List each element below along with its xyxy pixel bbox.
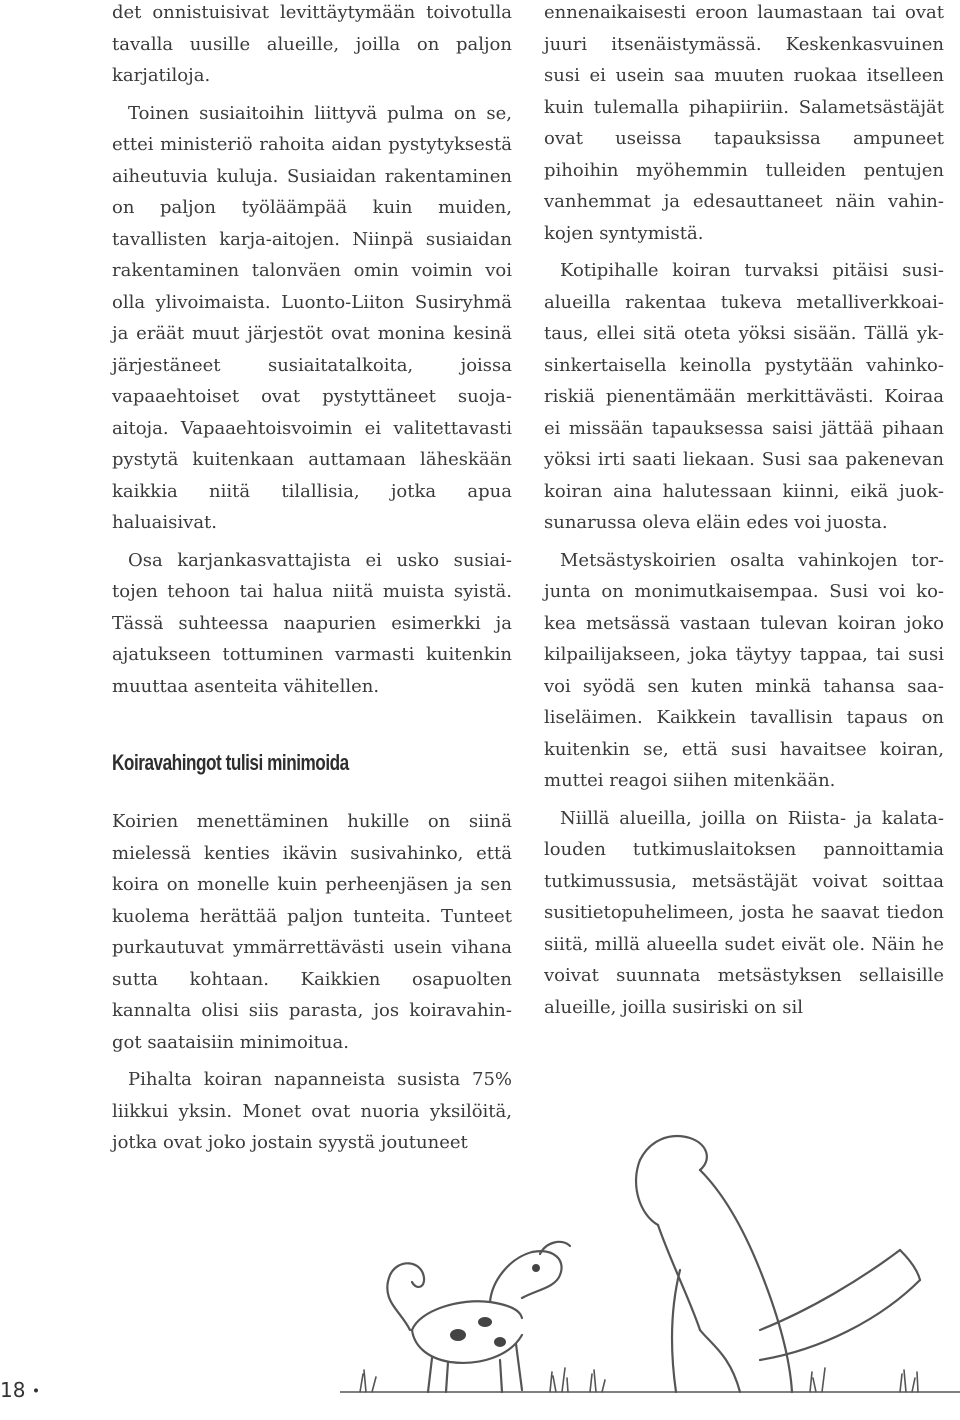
paragraph: Pihalta koiran napanneista susista 75% liikkui yksin. Monet ovat nuoria yksilöitä, jotka ovat joko jostain syystä joutuneet <box>112 1069 512 1153</box>
dog-and-wolf-illustration <box>340 1130 960 1400</box>
paragraph: Osa karjankasvattajista ei usko susiaitojen tehoon tai halua niitä muista syistä. Tässä suhteessa naapurien esimerkki ja ajatukseen tottuminen varmasti kuitenkin muuttaa asenteita vähitellen. <box>112 549 512 697</box>
paragraph: Kotipihalle koiran turvaksi pitäisi susialueilla rakentaa tukeva metalliverkkoaitaus, ellei sitä oteta yöksi sisään. Tällä yksinkertaisella keinolla pystytään vahinkoriskiä pienentämään merkittävästi. Koiraa ei missään tapauksessa saisi jättää pihaan yöksi irti saati liekaan. Susi saa pakenevan koiran aina halutessaan kiinni, eikä juoksunarussa oleva eläin edes voi juosta. <box>544 260 944 533</box>
grass-drawing <box>340 1368 960 1392</box>
dog-spots <box>450 1264 540 1347</box>
paragraph: ennenaikaisesti eroon laumastaan tai ovat juuri itsenäistymässä. Keskenkasvuinen susi ei usein saa muuten ruokaa itselleen kuin tulemalla pihapiiriin. Salametsästäjät ovat useissa tapauksissa ampuneet pihoihin myöhemmin tulleiden pentujen vanhemmat ja edesauttaneet näin vahinkojen syntymistä. <box>544 2 944 244</box>
paragraph: Metsästyskoirien osalta vahinkojen torjunta on monimutkaisempaa. Susi voi kokea metsässä vastaan tulevan koiran joko kilpailijakseen, joka täytyy tappaa, tai susi voi syödä sen kuten minkä tahansa saaliseläimen. Kaikkein tavallisin tapaus on kuitenkin se, että susi havaitsee koiran, muttei reagoi siihen mitenkään. <box>544 549 944 791</box>
paragraph: Toinen susiaitoihin liittyvä pulma on se, ettei ministeriö rahoita aidan pystytyksestä aiheutuvia kuluja. Susiaidan rakentaminen on paljon työläämpää kuin muiden, tavallisten karja-aitojen. Niinpä susiaidan rakentaminen talonväen omin voimin voi olla ylivoimaista. Luonto-Liiton Susiryhmä ja eräät muut järjestöt ovat monina kesinä järjestäneet susiaitatalkoita, joissa vapaaehtoiset ovat pystyttäneet suoja-aitoja. Vapaaehtoisvoimin ei valitettavasti pystytä kuitenkaan auttamaan läheskään kaikkia niitä tilallisia, jotka apua haluaisivat. <box>112 102 512 533</box>
left-column <box>112 0 512 1159</box>
section-heading: Koiravahingot tulisi minimoida <box>112 750 349 775</box>
paragraph: det onnistuisivat levittäytymään toivotulla tavalla uusille alueille, joilla on paljon karjatiloja. <box>112 2 512 86</box>
page-number: 18 • <box>0 1378 41 1402</box>
page-number-bullet: • <box>31 1383 41 1400</box>
dog-drawing <box>387 1242 570 1392</box>
paragraph: Koirien menettäminen hukille on siinä mielessä kenties ikävin susivahinko, että koira on monelle kuin perheenjäsen ja sen kuolema herättää paljon tunteita. Tunteet purkautuvat ymmärrettävästi usein vihana sutta kohtaan. Kaikkien osapuolten kannalta olisi siis parasta, jos koiravahingot saataisiin minimoitua. <box>112 811 512 1053</box>
paragraph: Niillä alueilla, joilla on Riista- ja kalatalouden tutkimuslaitoksen pannoittamia tutkimussusia, metsästäjät voivat soittaa susitietopuhelimeen, josta he saavat tiedon siitä, millä alueella sudet eivät ole. Näin he voivat suunnata metsästyksen sellaisille alueille, joilla susiriski on sil <box>544 807 944 1018</box>
right-column <box>544 0 944 1023</box>
wolf-drawing <box>636 1136 920 1392</box>
